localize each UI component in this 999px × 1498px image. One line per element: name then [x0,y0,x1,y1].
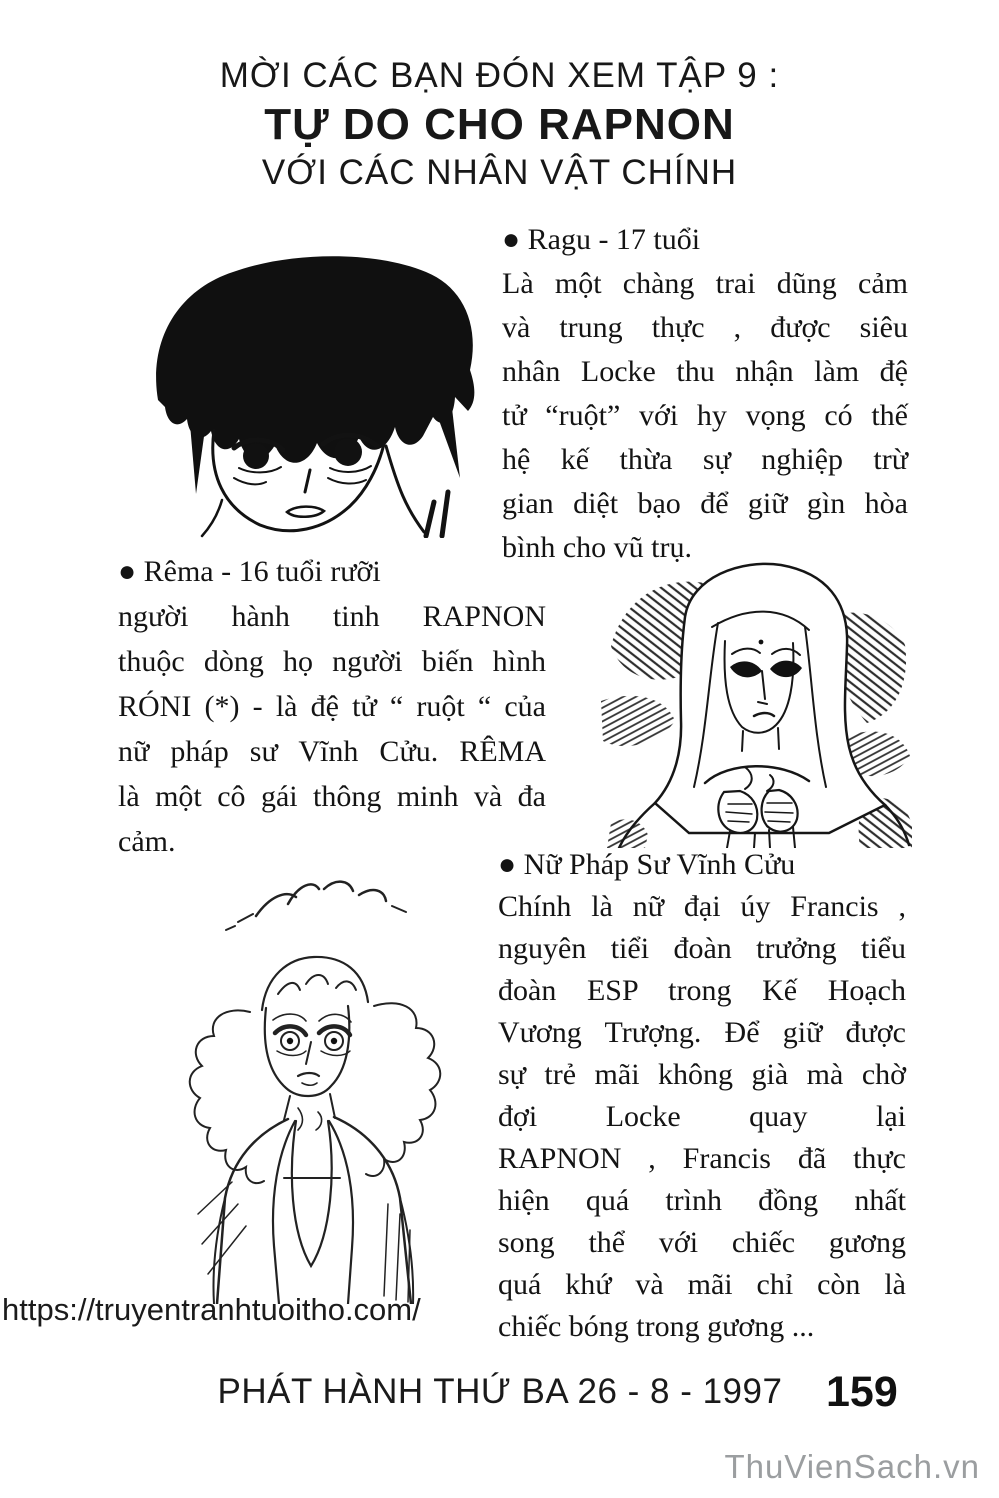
sorceress-line: song thể với chiếc gương [498,1226,906,1259]
ragu-line: hệ kế thừa sự nghiệp trừ [502,443,908,476]
page-number: 159 [826,1368,898,1416]
ragu-line: tử “ruột” với hy vọng có thế [502,399,908,432]
sorceress-line: Chính là nữ đại úy Francis , [498,890,906,923]
release-date-line: PHÁT HÀNH THỨ BA 26 - 8 - 1997 [217,1372,783,1411]
sorceress-line: hiện quá trình đồng nhất [498,1184,906,1217]
rema-description [118,549,546,864]
sorceress-heading: ● Nữ Pháp Sư Vĩnh Cửu [498,848,796,881]
sorceress-line: Vương Trượng. Để giữ được [498,1016,906,1049]
header-subtitle: VỚI CÁC NHÂN VẬT CHÍNH [261,153,738,192]
sorceress-line: sự trẻ mãi không già mà chờ [498,1058,906,1091]
scan-source-url: https://truyentranhtuoitho.com/ [2,1292,421,1327]
sorceress-description [498,844,906,1348]
eternal-sorceress-illustration [597,551,915,848]
rema-heading: ● Rêma - 16 tuổi rưỡi [118,555,381,588]
header-invite-line: MỜI CÁC BẠN ĐÓN XEM TẬP 9 : [219,56,780,95]
sorceress-line: đoàn ESP trong Kế Hoạch [498,974,906,1007]
ragu-description [502,218,908,570]
rema-line: RÓNI (*) - là đệ tử “ ruột “ của [118,690,546,723]
volume-title: TỰ DO CHO RAPNON [264,100,735,149]
ragu-line: bình cho vũ trụ. [502,531,692,564]
site-watermark: ThuVienSach.vn [724,1448,980,1485]
ragu-portrait-illustration [138,240,480,538]
rema-line: nữ pháp sư Vĩnh Cửu. RÊMA [118,735,546,768]
sorceress-line: RAPNON , Francis đã thực [498,1142,906,1175]
sorceress-line: nguyên tiểi đoàn trưởng tiểu [498,932,906,965]
sorceress-line: đợi Locke quay lại [498,1100,906,1133]
sorceress-line: chiếc bóng trong gương ... [498,1310,815,1343]
ragu-line: gian diệt bạo để giữ gìn hòa [502,487,908,520]
rema-line: người hành tinh RAPNON [118,600,546,633]
rema-portrait-illustration [138,872,490,1304]
ragu-line: và trung thực , được siêu [502,311,908,344]
ragu-heading: ● Ragu - 17 tuổi [502,223,701,256]
rema-line: cảm. [118,825,176,858]
sorceress-line: quá khứ và mãi chỉ còn là [498,1268,906,1301]
rema-line: là một cô gái thông minh và đa [118,780,546,813]
ragu-line: nhân Locke thu nhận làm đệ [502,355,908,388]
ragu-line: Là một chàng trai dũng cảm [502,267,908,300]
rema-line: thuộc dòng họ người biến hình [118,645,546,678]
